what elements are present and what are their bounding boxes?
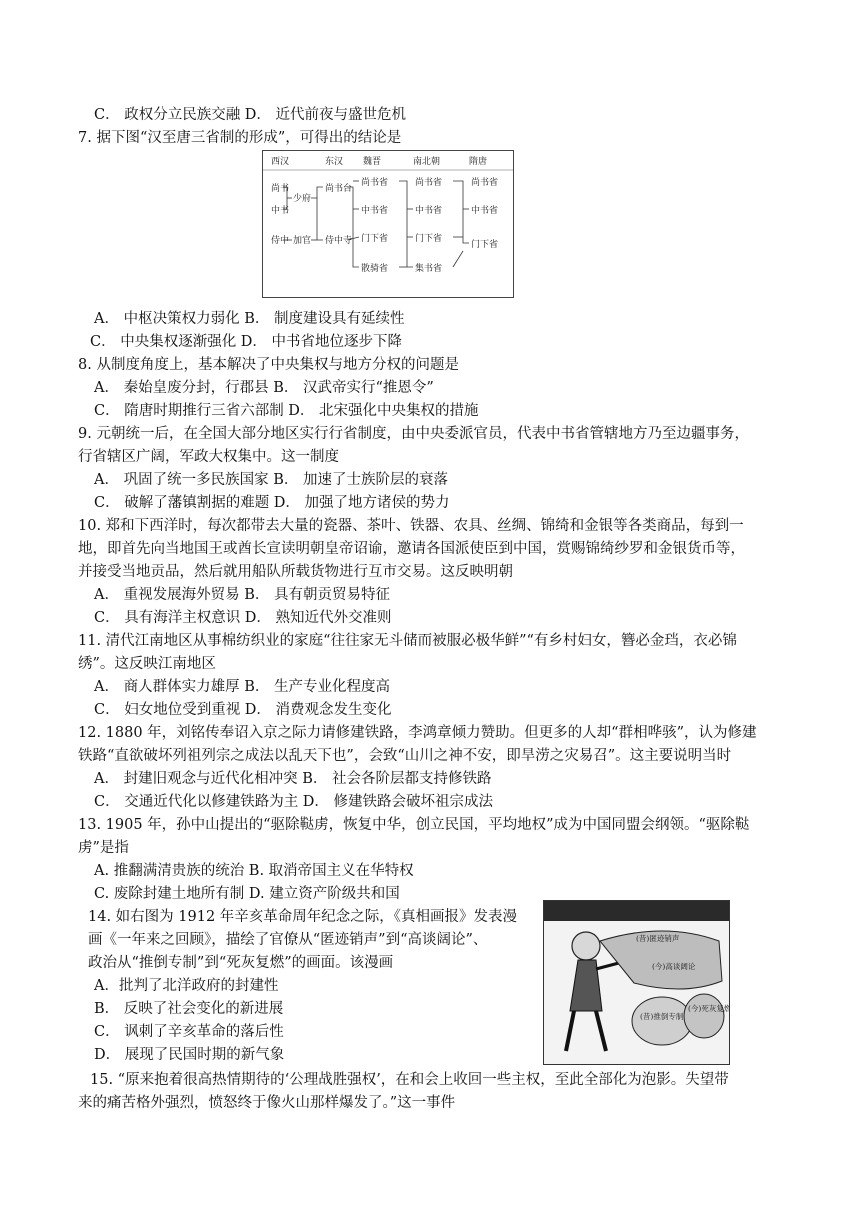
three-departments-diagram	[262, 150, 514, 298]
q11-options-ab: A． 商人群体实力雄厚 B． 生产专业化程度高	[94, 679, 390, 695]
period-weijin: 魏晋	[363, 157, 382, 167]
cartoon-label-1: (昔)匿迹销声	[636, 934, 680, 943]
xihan-zhongshu: 中书	[271, 206, 290, 216]
q9-options-cd: C． 破解了藩镇割据的难题 D． 加强了地方诸侯的势力	[94, 495, 450, 511]
bridge-jiaguan: 加官	[293, 236, 312, 246]
q10-stem-1: 10. 郑和下西洋时，每次都带去大量的瓷器、茶叶、铁器、农具、丝绸、锦绮和金银等各类商品，每到一	[78, 518, 744, 534]
q13-stem-2: 虏”是指	[78, 840, 129, 856]
suitang-shangshu: 尚书省	[471, 178, 499, 188]
q12-stem-1: 12. 1880 年，刘铭传奉诏入京之际力请修建铁路，李鸿章倾力赞助。但更多的人却“群相哗骇”，认为修建	[78, 725, 757, 741]
q11-options-cd: C． 妇女地位受到重视 D． 消费观念发生变化	[94, 702, 392, 718]
q8-options-cd: C． 隋唐时期推行三省六部制 D． 北宋强化中央集权的措施	[94, 403, 479, 419]
q6-options-cd: C． 政权分立民族交融 D． 近代前夜与盛世危机	[94, 107, 407, 123]
q12-options-ab: A． 封建旧观念与近代化相冲突 B． 社会各阶层都支持修铁路	[94, 771, 492, 787]
q9-options-ab: A． 巩固了统一多民族国家 B． 加速了士族阶层的衰落	[94, 472, 448, 488]
period-suitang: 隋唐	[469, 157, 488, 167]
q10-stem-2: 地，即首先向当地国王或酋长宣读明朝皇帝诏谕，邀请各国派使臣到中国，赏赐锦绮纱罗和金银货币等，	[78, 541, 745, 557]
weijin-menxia: 门下省	[361, 234, 389, 244]
nbc-shangshu: 尚书省	[415, 178, 443, 188]
q7-stem: 7. 据下图“汉至唐三省制的形成”，可得出的结论是	[78, 130, 402, 146]
q14-stem-2: 画《一年来之回顾》，描绘了官僚从“匿迹销声”到“高谈阔论”、	[88, 932, 488, 948]
xihan-shizhong: 侍中	[271, 236, 290, 246]
q13-options-ab: A. 推翻满清贵族的统治 B. 取消帝国主义在华特权	[94, 863, 414, 879]
q13-stem-1: 13. 1905 年，孙中山提出的“驱除鞑虏，恢复中华，创立民国，平均地权”成为中国同盟会纲领。“驱除鞑	[78, 817, 750, 833]
q10-options-ab: A． 重视发展海外贸易 B． 具有朝贡贸易特征	[94, 587, 390, 603]
weijin-sanji: 散骑省	[361, 264, 389, 274]
q10-options-cd: C． 具有海洋主权意识 D． 熟知近代外交准则	[94, 610, 392, 626]
weijin-zhongshu: 中书省	[361, 206, 389, 216]
weijin-shangshu: 尚书省	[361, 178, 389, 188]
cartoon-label-4: (今)死灰复燃	[688, 1004, 729, 1013]
cartoon-label-3: (昔)推倒专制	[640, 1012, 684, 1021]
nbc-jishu: 集书省	[415, 264, 443, 274]
q11-stem-2: 绣”。这反映江南地区	[78, 656, 216, 672]
q11-stem-1: 11. 清代江南地区从事棉纺织业的家庭“往往家无斗储而被服必极华鲜”“有乡村妇女，簪必金珰，衣必锦	[78, 633, 737, 649]
xihan-shangshu: 尚书	[271, 184, 290, 194]
q9-stem-2: 行省辖区广阔，军政大权集中。这一制度	[78, 449, 339, 465]
q14-option-a: A．批判了北洋政府的封建性	[94, 978, 279, 994]
period-nanbeichao: 南北朝	[413, 157, 441, 167]
nbc-zhongshu: 中书省	[415, 206, 443, 216]
cartoon-image	[543, 900, 730, 1065]
q14-stem-3: 政治从“推倒专制”到“死灰复燃”的画面。该漫画	[88, 955, 394, 971]
suitang-menxia: 门下省	[471, 240, 499, 250]
q12-options-cd: C． 交通近代化以修建铁路为主 D． 修建铁路会破坏祖宗成法	[94, 794, 494, 810]
q15-stem-1: 15. “原来抱着很高热情期待的‘公理战胜强权’，在和会上收回一些主权，至此全部化为泡影。失望带	[90, 1072, 729, 1088]
q10-stem-3: 并接受当地贡品，然后就用船队所载货物进行互市交易。这反映明朝	[78, 564, 513, 580]
q8-stem: 8. 从制度角度上，基本解决了中央集权与地方分权的问题是	[78, 357, 459, 373]
q12-stem-2: 铁路“直欲破坏列祖列宗之成法以乱天下也”，会致“山川之神不安，即旱涝之灾易召”。这主要说明当时	[78, 748, 732, 764]
q13-options-cd: C. 废除封建土地所有制 D. 建立资产阶级共和国	[94, 886, 400, 902]
q7-options-cd: C． 中央集权逐渐强化 D． 中书省地位逐步下降	[90, 334, 403, 350]
suitang-zhongshu: 中书省	[471, 206, 499, 216]
bridge-shaofu: 少府	[293, 194, 312, 204]
nbc-menxia: 门下省	[415, 234, 443, 244]
q14-option-d: D． 展现了民国时期的新气象	[94, 1047, 285, 1063]
q7-options-ab: A． 中枢决策权力弱化 B． 制度建设具有延续性	[94, 311, 405, 327]
q14-option-c: C． 讽刺了辛亥革命的落后性	[94, 1024, 284, 1040]
q14-stem-1: 14. 如右图为 1912 年辛亥革命周年纪念之际，《真相画报》发表漫	[88, 909, 518, 925]
period-donghan: 东汉	[325, 157, 344, 167]
q8-options-ab: A． 秦始皇废分封，行郡县 B． 汉武帝实行“推恩令”	[94, 380, 434, 396]
cartoon-label-2: (今)高谈阔论	[652, 962, 696, 971]
q14-option-b: B． 反映了社会变化的新进展	[94, 1001, 284, 1017]
donghan-shangshutai: 尚书台	[325, 184, 353, 194]
q9-stem-1: 9. 元朝统一后，在全国大部分地区实行行省制度，由中央委派官员，代表中书省管辖地方乃至边疆事务，	[78, 426, 749, 442]
q15-stem-2: 来的痛苦格外强烈，愤怒终于像火山那样爆发了。”这一事件	[78, 1095, 456, 1111]
period-xihan: 西汉	[271, 157, 290, 167]
donghan-shizhongsi: 侍中寺	[325, 236, 353, 246]
